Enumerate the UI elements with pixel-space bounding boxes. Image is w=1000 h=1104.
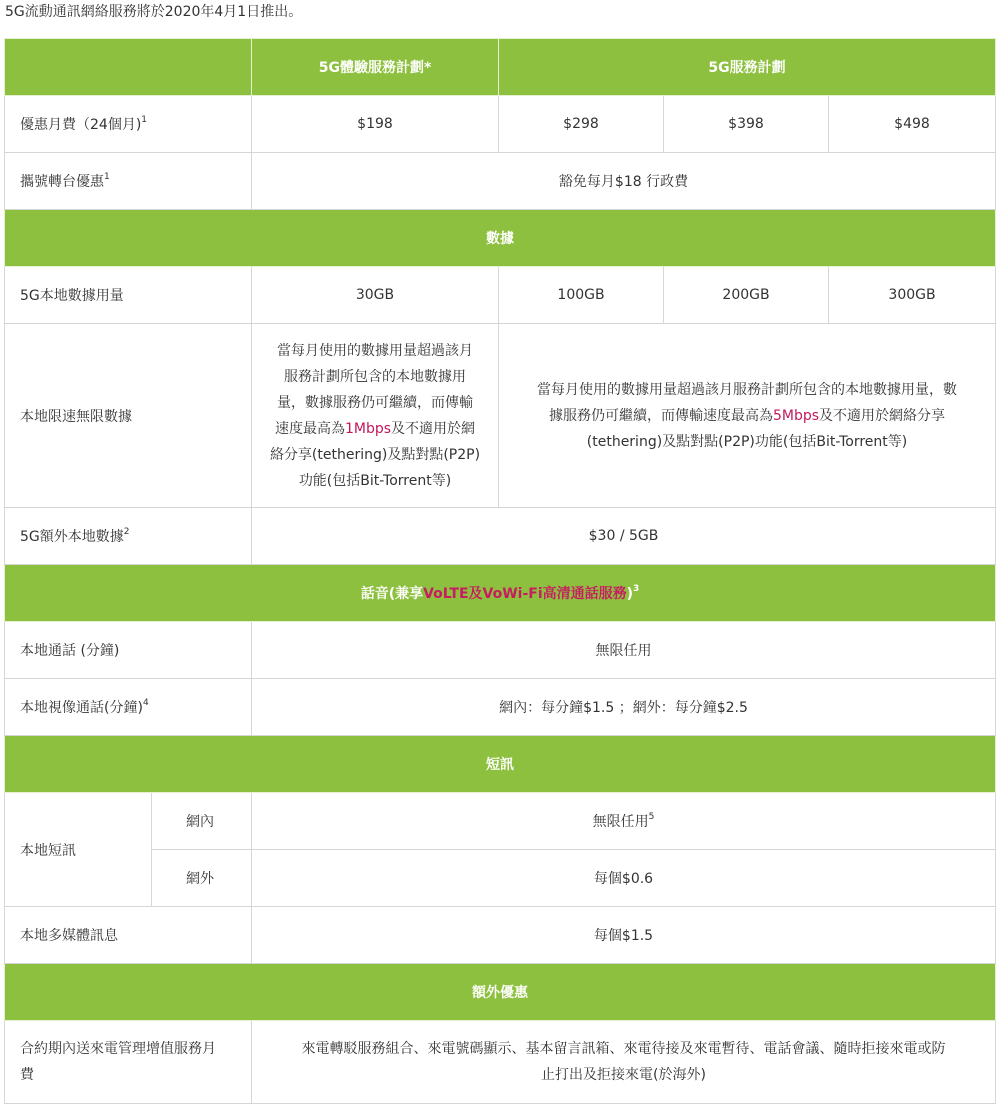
voice-section-row bbox=[5, 565, 996, 622]
monthly-fee-row bbox=[5, 96, 996, 153]
port-in-label: 攜號轉台優惠$^1$ bbox=[5, 153, 252, 210]
service-unlimited-desc: 當每月使用的數據用量超過該月服務計劃所包含的本地數據用量，數 據服務仍可繼續，而傳輸速度最高為5Mbps及不適用於網絡分享 (tethering)及點對點(P2P)功能(包括Bit-Torrent等) bbox=[499, 324, 996, 508]
extras-section-row bbox=[5, 964, 996, 1021]
unlimited-data-label: 本地限速無限數據 bbox=[5, 324, 252, 508]
sms-offnet-label: 網外 bbox=[152, 850, 252, 907]
port-in-row bbox=[5, 153, 996, 210]
sms-section-row bbox=[5, 736, 996, 793]
trial-speed-1mbps: 1Mbps bbox=[344, 420, 392, 437]
local-sms-label: 本地短訊 bbox=[5, 793, 152, 907]
local-calls-label: 本地通話 (分鐘) bbox=[5, 622, 252, 679]
call-management-value: 來電轉駁服務組合、來電號碼顯示、基本留言訊箱、來電待接及來電暫待、電話會議、隨時拒接來電或防 止打出及拒接來電(於海外) bbox=[252, 1021, 996, 1104]
mms-label: 本地多媒體訊息 bbox=[5, 907, 252, 964]
voice-section-title: 話音(兼享VoLTE及VoWi-Fi高清通話服務)$^3$ bbox=[5, 565, 996, 622]
sms-section-title: 短訊 bbox=[5, 736, 996, 793]
local-data-row bbox=[5, 267, 996, 324]
price-298: $298 bbox=[499, 96, 664, 153]
plan-comparison-table bbox=[4, 38, 996, 1104]
monthly-fee-label: 優惠月費（24個月)$^1$ bbox=[5, 96, 252, 153]
footnote-2: 2 bbox=[123, 527, 130, 538]
intro-text: 5G流動通訊網絡服務將於2020年4月1日推出。 bbox=[5, 4, 303, 20]
call-management-label: 合約期內送來電管理增值服務月 費 bbox=[5, 1021, 252, 1104]
data-100gb: 100GB bbox=[499, 267, 664, 324]
plan-header-row bbox=[5, 39, 996, 96]
extra-data-label: 5G額外本地數據$^2$ bbox=[5, 508, 252, 565]
unlimited-data-row bbox=[5, 324, 996, 508]
mms-row bbox=[5, 907, 996, 964]
price-398: $398 bbox=[664, 96, 829, 153]
data-200gb: 200GB bbox=[664, 267, 829, 324]
sms-offnet-row bbox=[5, 850, 996, 907]
sms-onnet-label: 網內 bbox=[152, 793, 252, 850]
video-calls-label: 本地視像通話(分鐘)$^4$ bbox=[5, 679, 252, 736]
sms-onnet-value: 無限任用$^5$ bbox=[252, 793, 996, 850]
service-speed-5mbps: 5Mbps bbox=[772, 407, 820, 424]
video-calls-row bbox=[5, 679, 996, 736]
mms-value: 每個$1.5 bbox=[252, 907, 996, 964]
data-section-title: 數據 bbox=[5, 210, 996, 267]
header-empty-cell bbox=[5, 39, 252, 96]
local-calls-row bbox=[5, 622, 996, 679]
data-30gb: 30GB bbox=[252, 267, 499, 324]
data-section-row bbox=[5, 210, 996, 267]
volte-vowifi-link[interactable]: VoLTE及VoWi-Fi高清通話服務 bbox=[423, 586, 627, 602]
price-198: $198 bbox=[252, 96, 499, 153]
footnote-1: 1 bbox=[141, 115, 148, 126]
local-data-label: 5G本地數據用量 bbox=[5, 267, 252, 324]
video-calls-value: 網內：每分鐘$1.5 ；網外：每分鐘$2.5 bbox=[252, 679, 996, 736]
extras-section-title: 額外優惠 bbox=[5, 964, 996, 1021]
extra-data-value: $30 / 5GB bbox=[252, 508, 996, 565]
local-calls-value: 無限任用 bbox=[252, 622, 996, 679]
trial-unlimited-desc: 當每月使用的數據用量超過該月 服務計劃所包含的本地數據用 量，數據服務仍可繼續，而傳輸 速度最高為1Mbps及不適用於網 絡分享(tethering)及點對點(P2P) 功能(包括Bit-Torrent等) bbox=[252, 324, 499, 508]
sms-onnet-row bbox=[5, 793, 996, 850]
header-trial-plan: 5G體驗服務計劃* bbox=[252, 39, 499, 96]
sms-offnet-value: 每個$0.6 bbox=[252, 850, 996, 907]
footnote-3: 3 bbox=[633, 584, 640, 595]
data-300gb: 300GB bbox=[829, 267, 996, 324]
header-service-plan: 5G服務計劃 bbox=[499, 39, 996, 96]
footnote-5: 5 bbox=[648, 812, 655, 823]
footnote-1: 1 bbox=[104, 172, 110, 183]
footnote-4: 4 bbox=[142, 698, 149, 709]
price-498: $498 bbox=[829, 96, 996, 153]
call-management-row bbox=[5, 1021, 996, 1104]
extra-data-row bbox=[5, 508, 996, 565]
port-in-value: 豁免每月$18 行政費 bbox=[252, 153, 996, 210]
